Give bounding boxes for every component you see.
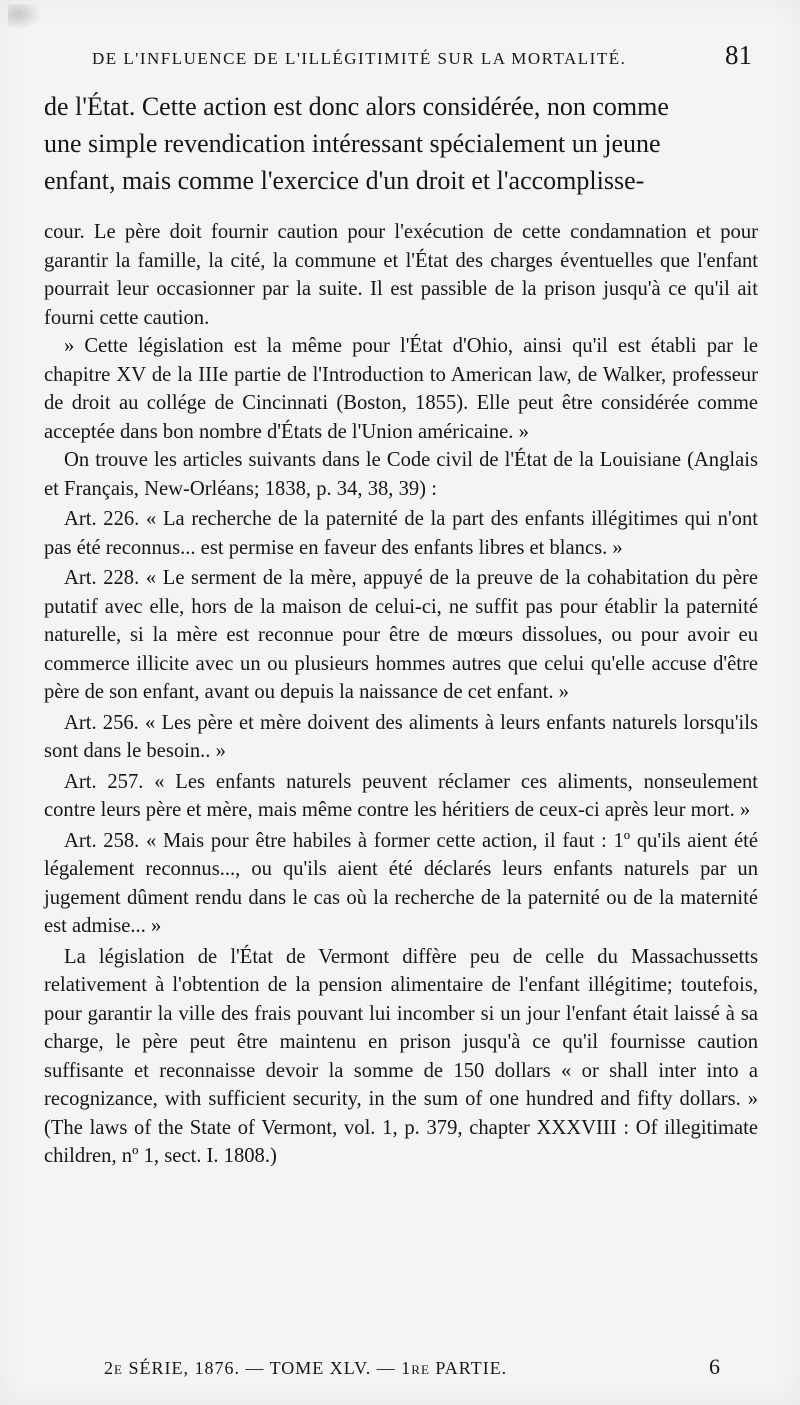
article-226: Art. 226. « La recherche de la paternité de la part des enfants illégitimes qui n'ont pas été reconnus... est permise en faveur des enfants libres et blancs. » [44,508,758,559]
page-header [92,40,752,80]
paragraph-louisiane: On trouve les articles suivants dans le Code civil de l'État de la Louisiane (Anglais et Français, New-Orléans; 1838, p. 34, 38, 39) : [44,449,758,500]
intro-line: une simple revendication intéressant spécialement un jeune [44,129,661,158]
article-228: Art. 228. « Le serment de la mère, appuyé de la preuve de la cohabitation du père putatif avec elle, hors de la maison de celui-ci, ne suffit pas pour établir la paternité naturelle, si la mère est reconnue pour être de mœurs dissolues, ou pour avoir eu commerce illicite avec un ou plusieurs hommes autres que celui qu'elle accuse d'être père de son enfant, avant ou depuis la naissance de cet enfant. » [44,567,758,703]
article-258: Art. 258. « Mais pour être habiles à former cette action, il faut : 1º qu'ils aient été légalement reconnus..., ou qu'ils aient été déclarés leurs enfants naturels par un jugement dûment rendu dans le cas où la recherche de la paternité ou de la maternité est admise... » [44,829,758,937]
intro-line: enfant, mais comme l'exercice d'un droit et l'accomplisse- [44,166,645,195]
paragraph-continuation: cour. Le père doit fournir caution pour l'exécution de cette condamnation et pour garantir la famille, la cité, la commune et l'État des charges éventuelles que l'enfant pourrait leur occasionner par la suite. Il est passible de la prison jusqu'à ce qu'il ait fourni cette caution. [44,221,758,329]
signature-line: 2e SÉRIE, 1876. — TOME XLV. — 1re PARTIE. [104,1358,508,1378]
intro-line: de l'État. Cette action est donc alors considérée, non comme [44,92,669,121]
running-title: DE L'INFLUENCE DE L'ILLÉGITIMITÉ SUR LA MORTALITÉ. [92,49,627,68]
paragraph-ohio: » Cette législation est la même pour l'État d'Ohio, ainsi qu'il est établi par le chapitre XV de la IIIe partie de l'Introduction to American law, de Walker, professeur de droit au collége de Cincinnati (Boston, 1855). Elle peut être considérée comme acceptée dans bon nombre d'États de l'Union américaine. » [44,335,758,443]
article-256: Art. 256. « Les père et mère doivent des aliments à leurs enfants naturels lorsqu'ils sont dans le besoin.. » [44,711,758,762]
sheet-number: 6 [709,1354,720,1379]
intro-text-block [44,88,758,199]
article-257: Art. 257. « Les enfants naturels peuvent réclamer ces aliments, nonseulement contre leurs père et mère, mais même contre les héritiers de ceux-ci après leur mort. » [44,770,758,821]
paragraph-vermont: La législation de l'État de Vermont diffère peu de celle du Massachussetts relativement à l'obtention de la pension alimentaire de l'enfant illégitime; toutefois, pour garantir la ville des frais pouvant lui incomber si un jour l'enfant était laissé à sa charge, le père peut être maintenu en prison jusqu'à ce qu'il fournisse caution suffisante et reconnaisse devoir la somme de 150 dollars « or shall inter into a recognizance, with sufficient security, in the sum of one hundred and fifty dollars. » (The laws of the State of Vermont, vol. 1, p. 379, chapter XXXVIII : Of illegitimate children, nº 1, sect. I. 1808.) [44,945,758,1167]
page-footer [104,1354,720,1382]
body-text [44,218,758,1171]
paper-stain [8,4,42,30]
page-number: 81 [725,40,752,70]
